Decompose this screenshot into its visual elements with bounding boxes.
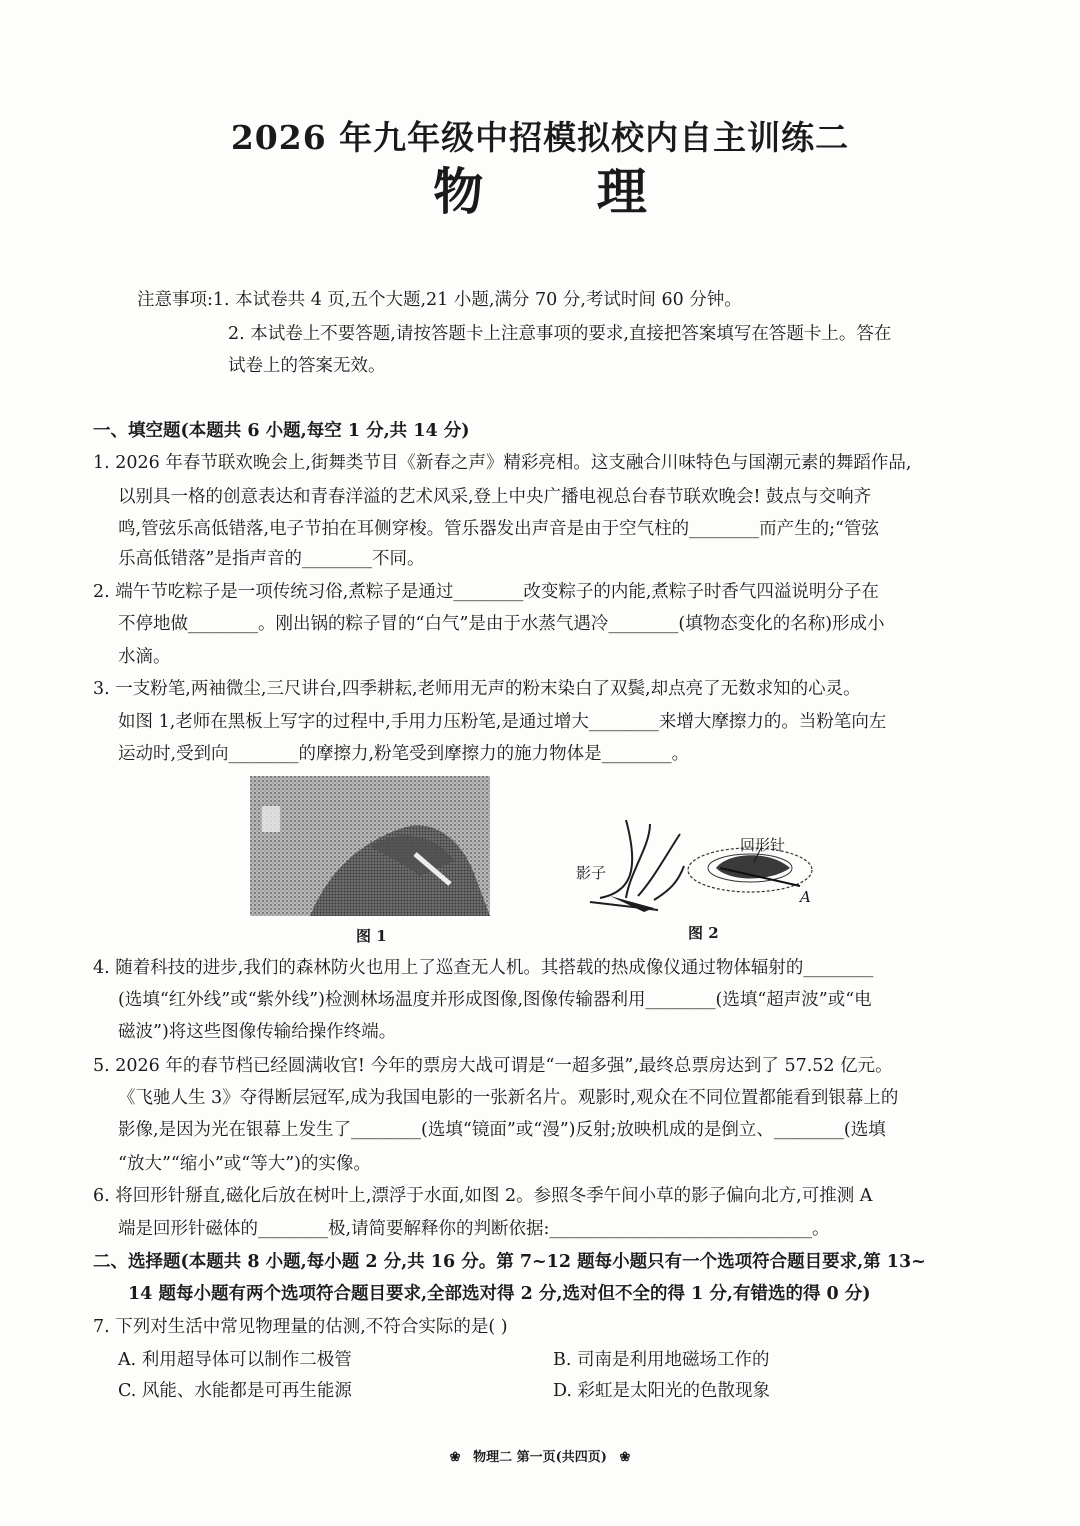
q1-line: 1. 2026 年春节联欢晚会上,街舞类节目《新春之声》精彩亮相。这支融合川味特色与国潮元素的舞蹈作品,	[93, 453, 912, 473]
page-footer	[0, 1446, 1080, 1465]
q7-option-c: C. 风能、水能都是可再生能源	[118, 1381, 352, 1401]
q7-option-a: A. 利用超导体可以制作二极管	[118, 1350, 352, 1370]
q1-line: 乐高低错落”是指声音的________不同。	[118, 549, 425, 569]
figure-1-chalk-photo	[250, 776, 490, 916]
q4-line: 磁波”)将这些图像传输给操作终端。	[118, 1022, 397, 1042]
grass-shadow	[610, 896, 654, 912]
q5-line: 影像,是因为光在银幕上发生了________(选填“镜面”或“漫”)反射;放映机成的是倒立、________(选填	[118, 1120, 886, 1140]
notice-line-2: 2. 本试卷上不要答题,请按答题卡上注意事项的要求,直接把答案填写在答题卡上。答在	[228, 324, 892, 344]
footer-ornament-icon: ❀	[619, 1450, 631, 1465]
footer-text: 物理二 第一页(共四页)	[473, 1450, 607, 1465]
figure-1-caption: 图 1	[356, 927, 387, 945]
q6-line: 端是回形针磁体的________极,请简要解释你的判断依据:______________________________。	[118, 1219, 830, 1239]
fig2-pin-label: 回形针	[740, 836, 786, 854]
q4-line: (选填“红外线”或“紫外线”)检测林场温度并形成图像,图像传输器利用________(选填“超声波”或“电	[118, 990, 872, 1010]
fig2-a-label: A	[800, 888, 811, 906]
q5-line: “放大”“缩小”或“等大”)的实像。	[118, 1154, 372, 1174]
fig2-shadow-label: 影子	[576, 864, 607, 882]
section-2-heading-cont: 14 题每小题有两个选项符合题目要求,全部选对得 2 分,选对但不全的得 1 分,有错选的得 0 分)	[128, 1284, 871, 1304]
notice-line-1: 注意事项:1. 本试卷共 4 页,五个大题,21 小题,满分 70 分,考试时间 60 分钟。	[137, 290, 742, 310]
subject-title: 物 理	[433, 162, 695, 221]
q3-line: 如图 1,老师在黑板上写字的过程中,手用力压粉笔,是通过增大________来增大摩擦力的。当粉笔向左	[118, 712, 887, 732]
q7-option-d: D. 彩虹是太阳光的色散现象	[553, 1381, 771, 1401]
q5-line: 5. 2026 年的春节档已经圆满收官! 今年的票房大战可谓是“一超多强”,最终总票房达到了 57.52 亿元。	[93, 1056, 893, 1076]
q3-line: 运动时,受到向________的摩擦力,粉笔受到摩擦力的施力物体是________。	[118, 744, 690, 764]
q7-option-b: B. 司南是利用地磁场工作的	[553, 1350, 770, 1370]
q7-stem: 7. 下列对生活中常见物理量的估测,不符合实际的是( )	[93, 1317, 508, 1337]
exam-title: 2026 年九年级中招模拟校内自主训练二	[230, 118, 850, 157]
q6-line: 6. 将回形针掰直,磁化后放在树叶上,漂浮于水面,如图 2。参照冬季午间小草的影子偏向北方,可推测 A	[93, 1186, 873, 1206]
figure-2-diagram	[570, 812, 830, 922]
figure-2-caption: 图 2	[688, 924, 719, 942]
notice-line-3: 试卷上的答案无效。	[228, 356, 386, 376]
q2-line: 水滴。	[118, 647, 171, 667]
q1-line: 以别具一格的创意表达和青春洋溢的艺术风采,登上中央广播电视总台春节联欢晚会! 鼓点与交响齐	[118, 487, 872, 507]
q5-line: 《飞驰人生 3》夺得断层冠军,成为我国电影的一张新名片。观影时,观众在不同位置都能看到银幕上的	[118, 1088, 899, 1108]
q2-line: 不停地做________。刚出锅的粽子冒的“白气”是由于水蒸气遇冷________(填物态变化的名称)形成小	[118, 614, 885, 634]
q4-line: 4. 随着科技的进步,我们的森林防火也用上了巡查无人机。其搭载的热成像仪通过物体辐射的________	[93, 958, 874, 978]
section-1-heading: 一、填空题(本题共 6 小题,每空 1 分,共 14 分)	[93, 421, 470, 441]
q2-line: 2. 端午节吃粽子是一项传统习俗,煮粽子是通过________改变粽子的内能,煮粽子时香气四溢说明分子在	[93, 582, 879, 602]
q1-line: 鸣,管弦乐高低错落,电子节拍在耳侧穿梭。管乐器发出声音是由于空气柱的________而产生的;“管弦	[118, 519, 879, 539]
section-2-heading: 二、选择题(本题共 8 小题,每小题 2 分,共 16 分。第 7~12 题每小题只有一个选项符合题目要求,第 13~	[93, 1252, 926, 1272]
q3-line: 3. 一支粉笔,两袖微尘,三尺讲台,四季耕耘,老师用无声的粉末染白了双鬓,却点亮了无数求知的心灵。	[93, 679, 861, 699]
footer-ornament-icon: ❀	[449, 1450, 461, 1465]
figure-2-svg	[570, 812, 830, 922]
